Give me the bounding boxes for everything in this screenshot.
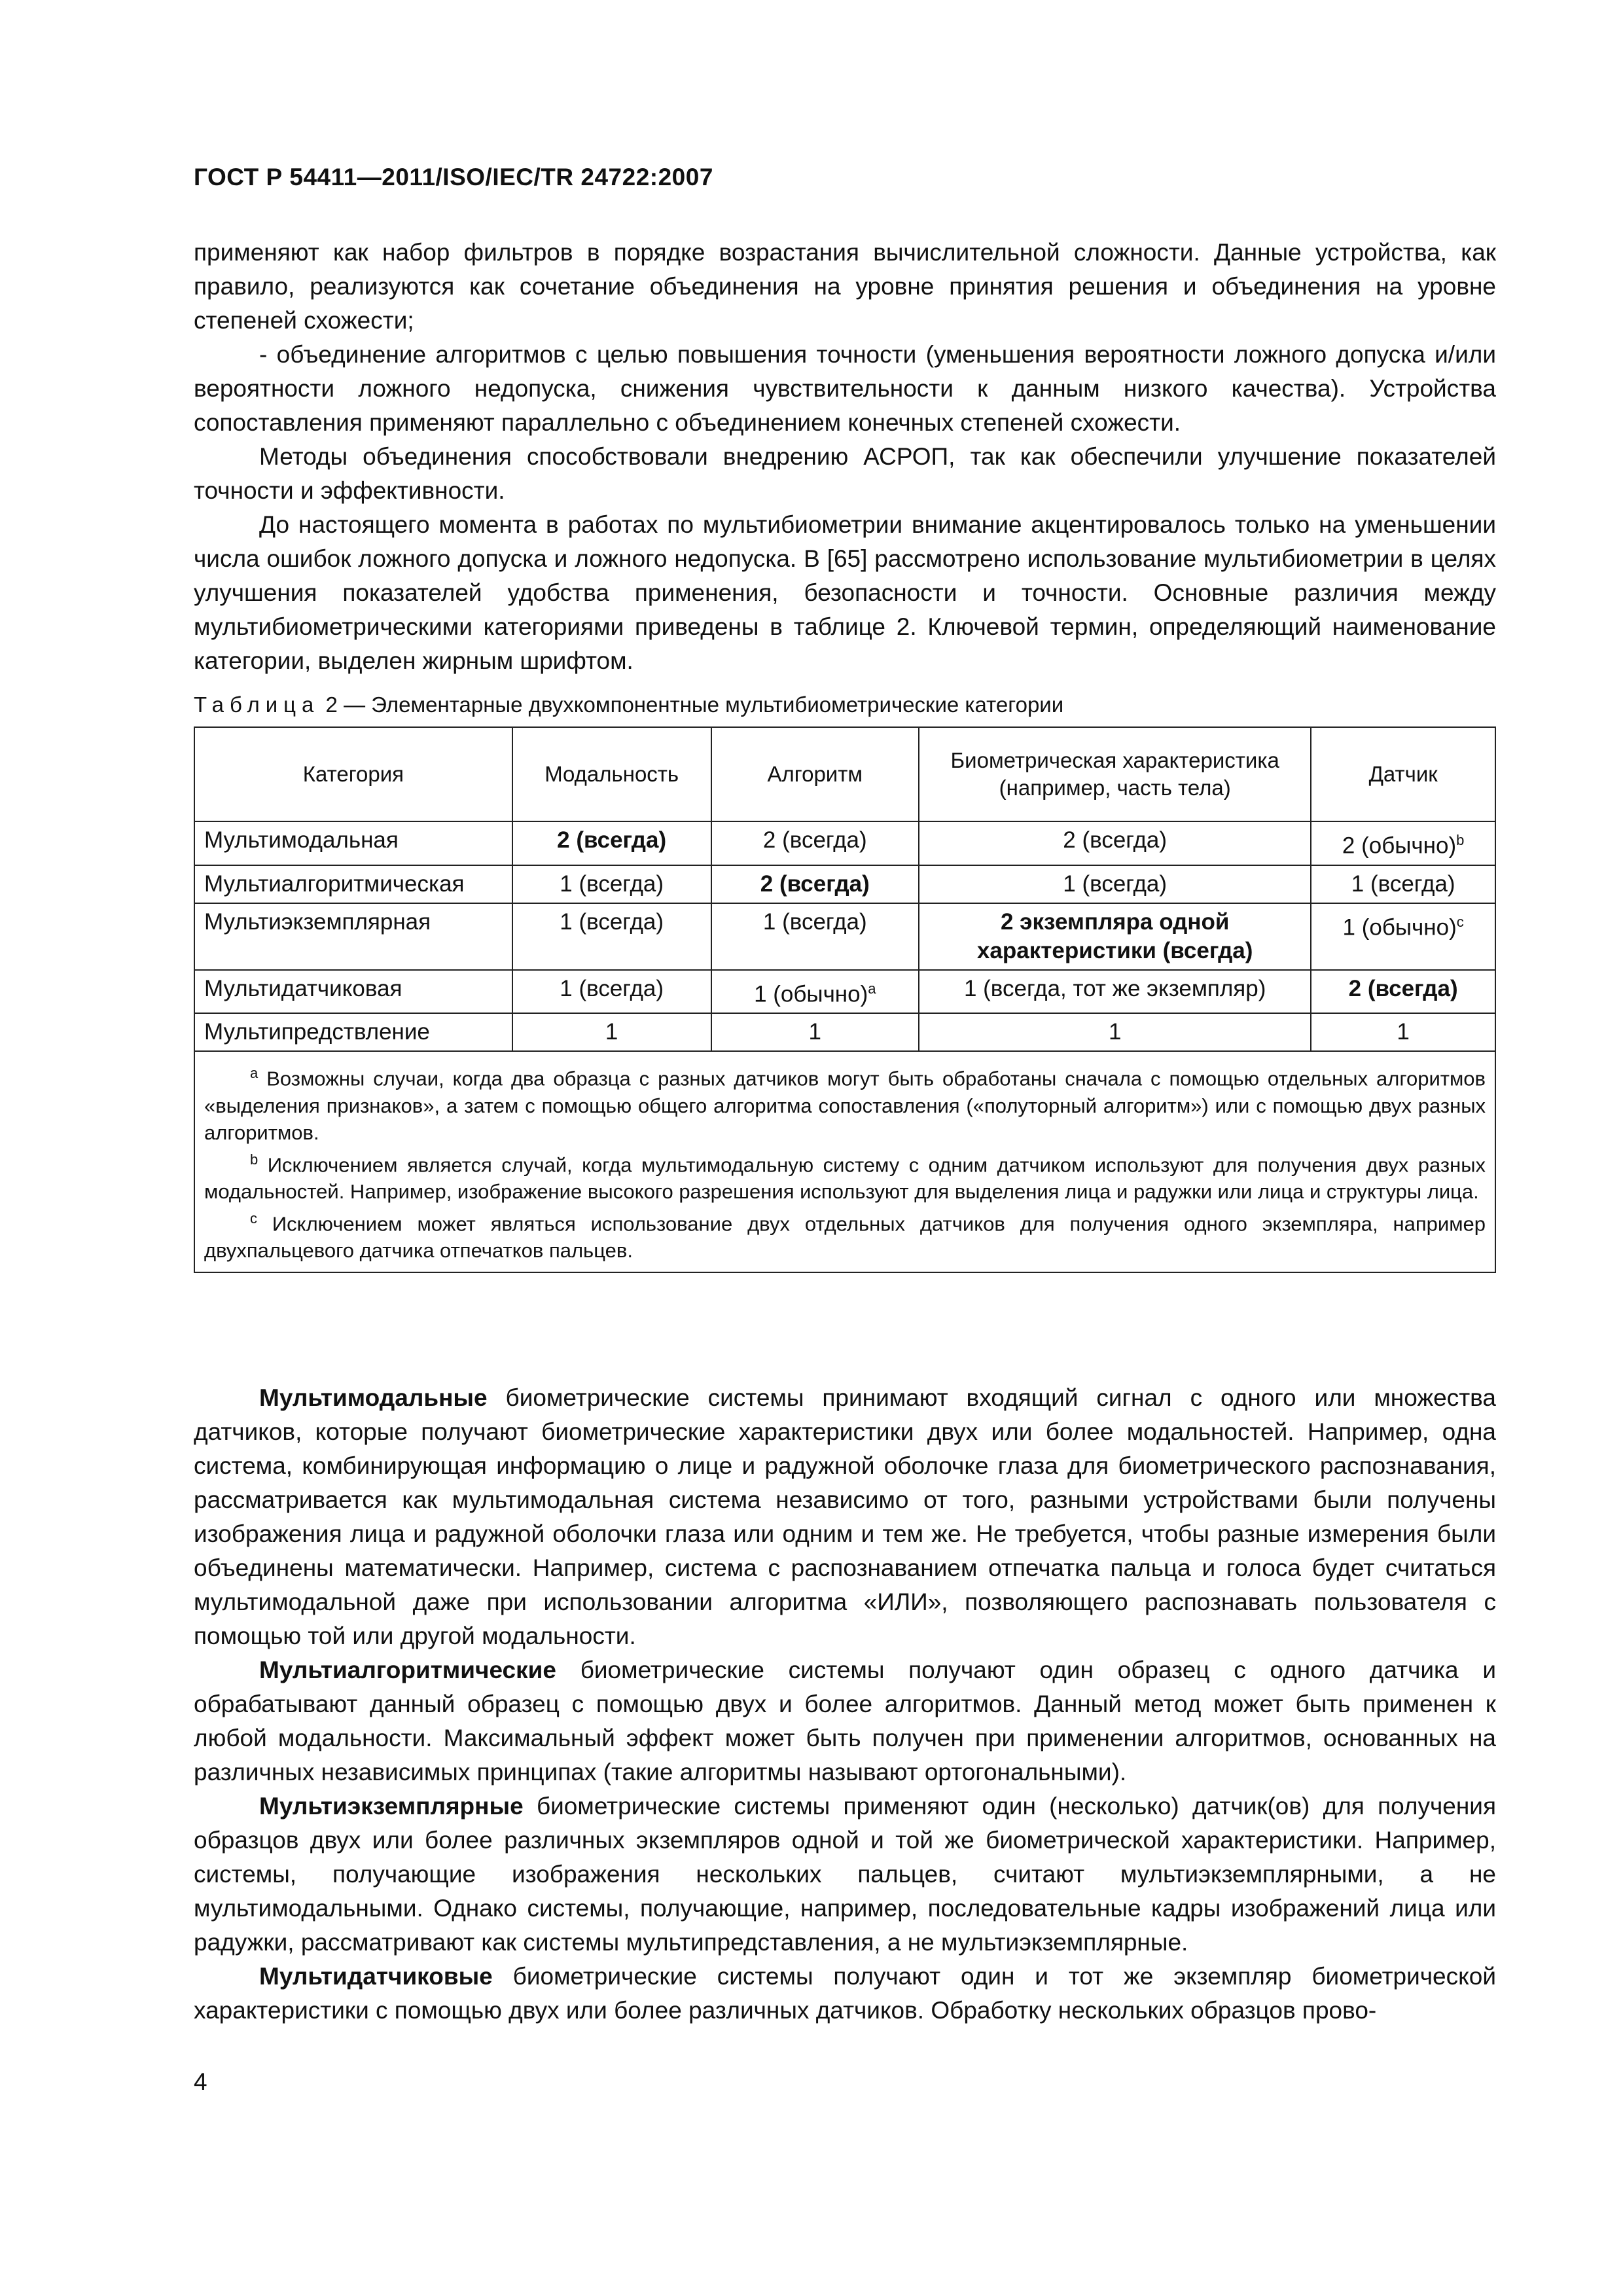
categories-table [194,726,1496,1273]
characteristic-cell: 1 (всегда) [919,865,1311,903]
category-cell: Мультипредствление [194,1013,512,1051]
table-note-text: Исключением является случай, когда мультимодальную систему с одним датчиком используют для получения двух разных модальностей. Например, изображение высокого разрешения используют для выделения лица и радужки или лица и структуры лица. [204,1153,1486,1203]
table-note-text: Возможны случаи, когда два образца с разных датчиков могут быть обработаны сначала с помощью отдельных алгоритмов «выделения признаков», а затем с помощью общего алгоритма сопоставления («полуторный алгоритм») или с помощью двух разных алгоритмов. [204,1067,1486,1144]
sensor-cell: 1 [1311,1013,1495,1051]
table-note [204,1146,1486,1205]
table-header-row [194,727,1495,821]
sensor-cell: 2 (всегда) [1311,970,1495,1014]
category-cell: Мультидатчиковая [194,970,512,1014]
category-cell: Мультиалгоритмическая [194,865,512,903]
column-header: Биометрическая характеристика (например, часть тела) [919,727,1311,821]
paragraph-text: биометрические системы получают один образец с одного датчика и обрабатывают данный образец с помощью двух и более алгоритмов. Данный метод может быть применен к любой модальности. Максимальный эффект может быть получен при применении алгоритмов, основанных на различных независимых принципах (такие алгоритмы называют ортогональными). [194,1657,1496,1785]
term-bold: Мультимодальные [259,1384,488,1411]
algorithm-cell [711,970,919,1014]
sensor-cell [1311,821,1495,865]
table-note [204,1205,1486,1264]
body-text [194,1381,1496,2028]
footnote-mark: c [250,1210,257,1227]
category-cell: Мультимодальная [194,821,512,865]
page-number: 4 [194,2068,207,2095]
table-row [194,865,1495,903]
category-cell: Мультиэкземплярная [194,903,512,970]
intro-paragraph: До настоящего момента в работах по мультибиометрии внимание акцентировалось только на уменьшении числа ошибок ложного допуска и ложного недопуска. В [65] рассмотрено использование мультибиометрии в целях улучшения показателей удобства применения, безопасности и точности. Основные различия между мультибиометрическими категориями приведены в таблице 2. Ключевой термин, определяющий наименование категории, выделен жирным шрифтом. [194,511,1496,674]
characteristic-cell: 2 (всегда) [919,821,1311,865]
modality-cell: 1 (всегда) [512,865,711,903]
characteristic-cell: 2 экземпляра одной характеристики (всегда) [919,903,1311,970]
modality-cell: 1 [512,1013,711,1051]
intro-paragraph: Методы объединения способствовали внедрению АСРОП, так как обеспечили улучшение показателей точности и эффективности. [194,443,1496,504]
column-header: Алгоритм [711,727,919,821]
term-bold: Мультидатчиковые [259,1963,493,1990]
table-caption [194,692,1063,717]
algorithm-cell: 2 (всегда) [711,865,919,903]
sensor-cell [1311,903,1495,970]
characteristic-cell: 1 (всегда, тот же экземпляр) [919,970,1311,1014]
intro-paragraph: применяют как набор фильтров в порядке возрастания вычислительной сложности. Данные устройства, как правило, реализуются как сочетание объединения на уровне принятия решения и объединения на уровне степеней схожести; [194,239,1496,334]
algorithm-cell: 1 (всегда) [711,903,919,970]
column-header: Модальность [512,727,711,821]
body-paragraph [194,1789,1496,1960]
algorithm-cell: 1 [711,1013,919,1051]
intro-text [194,236,1496,678]
table-caption-label: Таблица [194,692,320,717]
footnote-mark: a [250,1065,259,1082]
term-bold: Мультиалгоритмические [259,1657,556,1683]
body-paragraph [194,1381,1496,1653]
footnote-mark: b [1456,832,1465,848]
table-notes-row [194,1051,1495,1272]
paragraph-text: биометрические системы применяют один (несколько) датчик(ов) для получения образцов двух или более различных экземпляров одной и той же биометрической характеристики. Например, системы, получающие изображения нескольких пальцев, считают мультиэкземплярными, а не мультимодальными. Однако системы, получающие, например, последовательные кадры изображений лица или радужки, рассматривают как системы мультипредставления, а не мультиэкземплярные. [194,1793,1496,1956]
table-caption-text: 2 — Элементарные двухкомпонентные мультибиометрические категории [319,692,1064,717]
body-paragraph [194,1653,1496,1789]
footnote-mark: b [250,1151,259,1168]
intro-paragraph: - объединение алгоритмов с целью повышения точности (уменьшения вероятности ложного допуска и/или вероятности ложного недопуска, снижения чувствительности к данным низкого качества). Устройства сопоставления применяют параллельно с объединением конечных степеней схожести. [194,341,1496,436]
sensor-value: 1 (обычно) [1342,914,1457,941]
sensor-value: 2 (обычно) [1342,833,1457,859]
table-row [194,970,1495,1014]
column-header: Категория [194,727,512,821]
modality-cell: 1 (всегда) [512,970,711,1014]
modality-cell: 2 (всегда) [512,821,711,865]
characteristic-cell: 1 [919,1013,1311,1051]
footnote-mark: a [868,980,876,997]
table-row [194,1013,1495,1051]
column-header: Датчик [1311,727,1495,821]
table-note-text: Исключением может являться использование двух отдельных датчиков для получения одного экземпляра, например двухпальцевого датчика отпечатков пальцев. [204,1212,1486,1263]
sensor-cell: 1 (всегда) [1311,865,1495,903]
table-notes [194,1051,1495,1272]
footnote-mark: c [1456,913,1464,930]
modality-cell: 1 (всегда) [512,903,711,970]
body-paragraph [194,1960,1496,2028]
term-bold: Мультиэкземплярные [259,1793,524,1820]
algorithm-value: 1 (обычно) [754,981,868,1007]
document-header: ГОСТ Р 54411—2011/ISO/IEC/TR 24722:2007 [194,164,713,190]
algorithm-cell: 2 (всегда) [711,821,919,865]
paragraph-text: биометрические системы принимают входящий сигнал с одного или множества датчиков, которые получают биометрические характеристики двух или более модальностей. Например, одна система, комбинирующая информацию о лице и радужной оболочке глаза для биометрического распознавания, рассматривается как мультимодальная система независимо от того, разными устройствами были получены изображения лица и радужной оболочки глаза или одним и тем же. Не требуется, чтобы разные измерения были объединены математически. Например, система с распознаванием отпечатка пальца и голоса будет считаться мультимодальной даже при использовании алгоритма «ИЛИ», позволяющего распознавать пользователя с помощью той или другой модальности. [194,1384,1496,1649]
table-row [194,821,1495,865]
table-note [204,1060,1486,1145]
paragraph-text: биометрические системы получают один и тот же экземпляр биометрической характеристики с помощью двух или более различных датчиков. Обработку нескольких образцов прово- [194,1963,1496,2024]
table-row [194,903,1495,970]
